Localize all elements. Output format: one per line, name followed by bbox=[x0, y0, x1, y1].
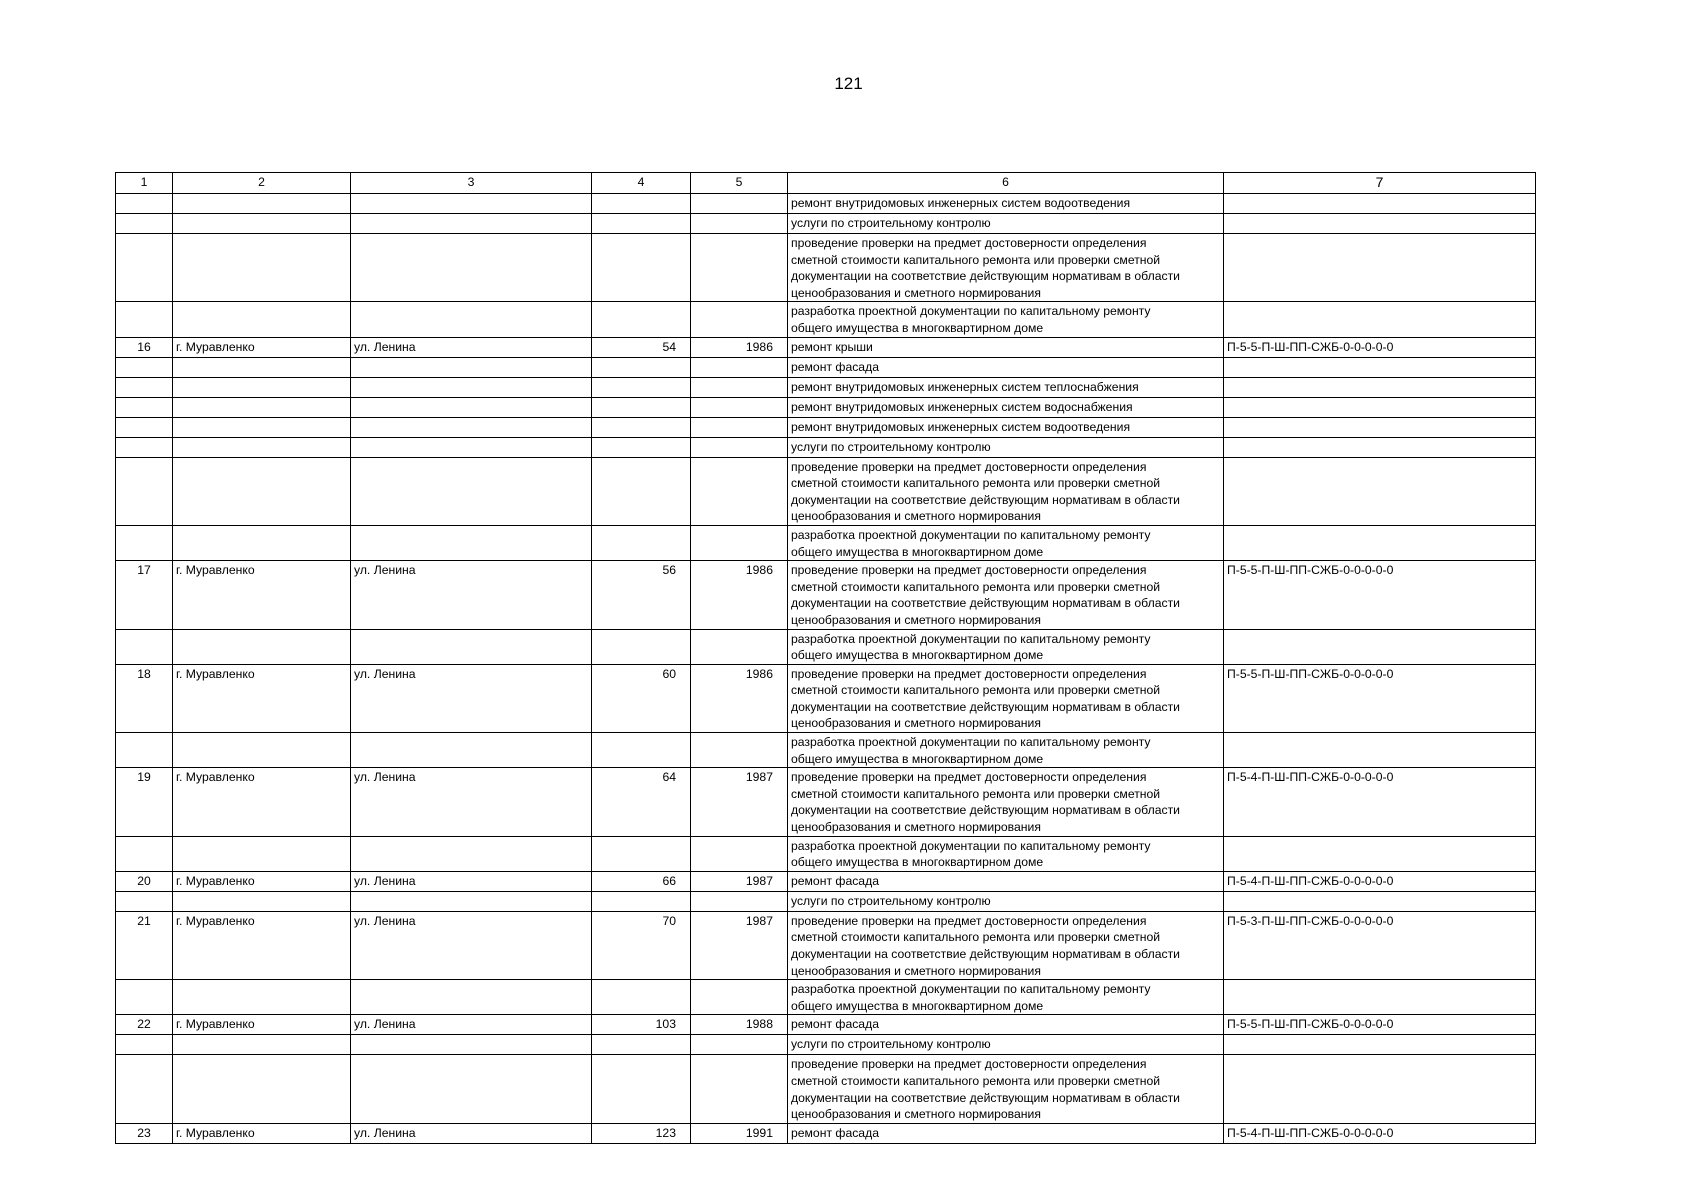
work-line: сметной стоимости капитального ремонта или проверки сметной bbox=[791, 1073, 1161, 1088]
table-row bbox=[116, 836, 1536, 871]
house-number-cell bbox=[592, 629, 691, 664]
work-type-cell bbox=[788, 1015, 1224, 1035]
street-cell bbox=[351, 234, 592, 302]
row-number-cell: 17 bbox=[116, 561, 173, 629]
table-row bbox=[116, 1123, 1536, 1143]
house-number-cell bbox=[592, 377, 691, 397]
row-number-cell bbox=[116, 234, 173, 302]
work-type-cell bbox=[788, 234, 1224, 302]
register-table-container bbox=[115, 172, 1536, 1144]
row-number-cell: 21 bbox=[116, 911, 173, 979]
work-line: проведение проверки на предмет достоверности определения bbox=[791, 1057, 1147, 1072]
work-line: общего имущества в многоквартирном доме bbox=[791, 320, 1044, 335]
house-number-cell bbox=[592, 1055, 691, 1123]
house-number-cell: 123 bbox=[592, 1123, 691, 1143]
city-cell: г. Муравленко bbox=[173, 1123, 351, 1143]
row-number-cell bbox=[116, 891, 173, 911]
work-type-cell bbox=[788, 302, 1224, 337]
street-cell: ул. Ленина bbox=[351, 911, 592, 979]
build-year-cell: 1991 bbox=[691, 1123, 788, 1143]
building-code-cell: П-5-5-П-Ш-ПП-СЖБ-0-0-0-0-0 bbox=[1224, 561, 1536, 629]
build-year-cell bbox=[691, 457, 788, 525]
work-type-cell bbox=[788, 980, 1224, 1015]
table-row bbox=[116, 457, 1536, 525]
table-row bbox=[116, 871, 1536, 891]
table-row bbox=[116, 911, 1536, 979]
house-number-cell bbox=[592, 891, 691, 911]
house-number-cell bbox=[592, 357, 691, 377]
build-year-cell bbox=[691, 891, 788, 911]
work-type-cell bbox=[788, 733, 1224, 768]
table-row bbox=[116, 891, 1536, 911]
street-cell: ул. Ленина bbox=[351, 561, 592, 629]
build-year-cell: 1986 bbox=[691, 337, 788, 357]
column-header-6: 6 bbox=[788, 173, 1224, 194]
build-year-cell bbox=[691, 836, 788, 871]
city-cell bbox=[173, 733, 351, 768]
work-line: ремонт внутридомовых инженерных систем водоотведения bbox=[791, 419, 1131, 434]
row-number-cell bbox=[116, 1035, 173, 1055]
work-line: услуги по строительному контролю bbox=[791, 216, 991, 230]
build-year-cell: 1986 bbox=[691, 664, 788, 732]
table-row bbox=[116, 234, 1536, 302]
house-number-cell: 70 bbox=[592, 911, 691, 979]
work-line: разработка проектной документации по капитальному ремонту bbox=[791, 838, 1151, 853]
work-line: общего имущества в многоквартирном доме bbox=[791, 751, 1044, 766]
work-type-cell bbox=[788, 1055, 1224, 1123]
work-line: ремонт внутридомовых инженерных систем теплоснабжения bbox=[791, 379, 1139, 394]
work-line: сметной стоимости капитального ремонта или проверки сметной bbox=[791, 476, 1161, 491]
build-year-cell bbox=[691, 377, 788, 397]
work-line: ремонт фасада bbox=[791, 359, 879, 374]
row-number-cell bbox=[116, 397, 173, 417]
street-cell bbox=[351, 437, 592, 457]
table-row bbox=[116, 357, 1536, 377]
street-cell: ул. Ленина bbox=[351, 871, 592, 891]
register-table bbox=[115, 172, 1536, 1144]
street-cell bbox=[351, 1035, 592, 1055]
work-line: ценообразования и сметного нормирования bbox=[791, 820, 1041, 835]
city-cell bbox=[173, 437, 351, 457]
build-year-cell bbox=[691, 437, 788, 457]
work-line: ремонт фасада bbox=[791, 873, 879, 888]
build-year-cell bbox=[691, 397, 788, 417]
city-cell: г. Муравленко bbox=[173, 664, 351, 732]
work-line: проведение проверки на предмет достоверности определения bbox=[791, 770, 1147, 785]
house-number-cell bbox=[592, 980, 691, 1015]
build-year-cell: 1987 bbox=[691, 768, 788, 836]
building-code-cell bbox=[1224, 377, 1536, 397]
build-year-cell bbox=[691, 302, 788, 337]
build-year-cell bbox=[691, 214, 788, 234]
table-row bbox=[116, 980, 1536, 1015]
city-cell: г. Муравленко bbox=[173, 561, 351, 629]
house-number-cell: 60 bbox=[592, 664, 691, 732]
street-cell bbox=[351, 214, 592, 234]
street-cell bbox=[351, 980, 592, 1015]
build-year-cell: 1986 bbox=[691, 561, 788, 629]
work-line: общего имущества в многоквартирном доме bbox=[791, 544, 1044, 559]
work-line: ремонт внутридомовых инженерных систем водоотведения bbox=[791, 196, 1131, 210]
work-line: сметной стоимости капитального ремонта или проверки сметной bbox=[791, 252, 1161, 267]
row-number-cell bbox=[116, 214, 173, 234]
building-code-cell: П-5-4-П-Ш-ПП-СЖБ-0-0-0-0-0 bbox=[1224, 768, 1536, 836]
street-cell: ул. Ленина bbox=[351, 768, 592, 836]
city-cell bbox=[173, 980, 351, 1015]
table-row bbox=[116, 397, 1536, 417]
building-code-cell: П-5-4-П-Ш-ПП-СЖБ-0-0-0-0-0 bbox=[1224, 871, 1536, 891]
street-cell bbox=[351, 417, 592, 437]
street-cell bbox=[351, 836, 592, 871]
house-number-cell bbox=[592, 1035, 691, 1055]
table-row bbox=[116, 194, 1536, 214]
build-year-cell: 1987 bbox=[691, 911, 788, 979]
work-line: ценообразования и сметного нормирования bbox=[791, 612, 1041, 627]
city-cell bbox=[173, 397, 351, 417]
work-type-cell bbox=[788, 664, 1224, 732]
work-line: ремонт фасада bbox=[791, 1125, 879, 1140]
building-code-cell: П-5-4-П-Ш-ПП-СЖБ-0-0-0-0-0 bbox=[1224, 1123, 1536, 1143]
city-cell bbox=[173, 457, 351, 525]
row-number-cell bbox=[116, 417, 173, 437]
city-cell: г. Муравленко bbox=[173, 911, 351, 979]
row-number-cell: 23 bbox=[116, 1123, 173, 1143]
city-cell bbox=[173, 302, 351, 337]
city-cell bbox=[173, 377, 351, 397]
house-number-cell bbox=[592, 733, 691, 768]
work-line: разработка проектной документации по капитальному ремонту bbox=[791, 631, 1151, 646]
work-type-cell bbox=[788, 768, 1224, 836]
house-number-cell bbox=[592, 437, 691, 457]
work-line: документации на соответствие действующим нормативам в области bbox=[791, 596, 1180, 611]
building-code-cell bbox=[1224, 1035, 1536, 1055]
house-number-cell: 56 bbox=[592, 561, 691, 629]
table-row bbox=[116, 629, 1536, 664]
row-number-cell bbox=[116, 980, 173, 1015]
building-code-cell bbox=[1224, 457, 1536, 525]
building-code-cell bbox=[1224, 397, 1536, 417]
build-year-cell: 1988 bbox=[691, 1015, 788, 1035]
building-code-cell bbox=[1224, 214, 1536, 234]
building-code-cell bbox=[1224, 357, 1536, 377]
building-code-cell: П-5-5-П-Ш-ПП-СЖБ-0-0-0-0-0 bbox=[1224, 1015, 1536, 1035]
header-row bbox=[116, 173, 1536, 194]
column-header-5: 5 bbox=[691, 173, 788, 194]
work-line: документации на соответствие действующим нормативам в области bbox=[791, 492, 1180, 507]
work-line: разработка проектной документации по капитальному ремонту bbox=[791, 527, 1151, 542]
work-type-cell bbox=[788, 457, 1224, 525]
build-year-cell: 1987 bbox=[691, 871, 788, 891]
work-line: проведение проверки на предмет достоверности определения bbox=[791, 459, 1147, 474]
table-row bbox=[116, 302, 1536, 337]
row-number-cell bbox=[116, 302, 173, 337]
work-type-cell bbox=[788, 1123, 1224, 1143]
city-cell: г. Муравленко bbox=[173, 1015, 351, 1035]
house-number-cell: 103 bbox=[592, 1015, 691, 1035]
work-type-cell bbox=[788, 357, 1224, 377]
work-line: общего имущества в многоквартирном доме bbox=[791, 648, 1044, 663]
house-number-cell bbox=[592, 836, 691, 871]
work-type-cell bbox=[788, 911, 1224, 979]
building-code-cell bbox=[1224, 194, 1536, 214]
work-type-cell bbox=[788, 629, 1224, 664]
column-header-2: 2 bbox=[173, 173, 351, 194]
city-cell bbox=[173, 1035, 351, 1055]
city-cell: г. Муравленко bbox=[173, 871, 351, 891]
building-code-cell bbox=[1224, 417, 1536, 437]
table-row bbox=[116, 664, 1536, 732]
work-type-cell bbox=[788, 214, 1224, 234]
street-cell bbox=[351, 457, 592, 525]
table-row bbox=[116, 561, 1536, 629]
city-cell bbox=[173, 357, 351, 377]
column-header-7: 7 bbox=[1224, 173, 1536, 194]
work-line: сметной стоимости капитального ремонта или проверки сметной bbox=[791, 930, 1161, 945]
street-cell bbox=[351, 525, 592, 560]
build-year-cell bbox=[691, 980, 788, 1015]
building-code-cell bbox=[1224, 733, 1536, 768]
house-number-cell bbox=[592, 457, 691, 525]
work-line: документации на соответствие действующим нормативам в области bbox=[791, 803, 1180, 818]
house-number-cell bbox=[592, 417, 691, 437]
row-number-cell: 16 bbox=[116, 337, 173, 357]
build-year-cell bbox=[691, 525, 788, 560]
build-year-cell bbox=[691, 1055, 788, 1123]
city-cell bbox=[173, 194, 351, 214]
city-cell bbox=[173, 629, 351, 664]
house-number-cell: 54 bbox=[592, 337, 691, 357]
street-cell bbox=[351, 194, 592, 214]
house-number-cell bbox=[592, 525, 691, 560]
work-line: общего имущества в многоквартирном доме bbox=[791, 998, 1044, 1013]
building-code-cell: П-5-3-П-Ш-ПП-СЖБ-0-0-0-0-0 bbox=[1224, 911, 1536, 979]
street-cell bbox=[351, 397, 592, 417]
column-header-4: 4 bbox=[592, 173, 691, 194]
work-line: сметной стоимости капитального ремонта или проверки сметной bbox=[791, 683, 1161, 698]
table-row bbox=[116, 337, 1536, 357]
build-year-cell bbox=[691, 629, 788, 664]
table-row bbox=[116, 214, 1536, 234]
column-header-1: 1 bbox=[116, 173, 173, 194]
work-type-cell bbox=[788, 417, 1224, 437]
work-type-cell bbox=[788, 377, 1224, 397]
row-number-cell bbox=[116, 457, 173, 525]
street-cell: ул. Ленина bbox=[351, 664, 592, 732]
street-cell: ул. Ленина bbox=[351, 337, 592, 357]
building-code-cell bbox=[1224, 437, 1536, 457]
work-line: проведение проверки на предмет достоверности определения bbox=[791, 563, 1147, 578]
work-line: сметной стоимости капитального ремонта или проверки сметной bbox=[791, 579, 1161, 594]
work-type-cell bbox=[788, 891, 1224, 911]
building-code-cell bbox=[1224, 234, 1536, 302]
city-cell: г. Муравленко bbox=[173, 337, 351, 357]
work-line: ценообразования и сметного нормирования bbox=[791, 509, 1041, 524]
work-line: ремонт крыши bbox=[791, 339, 873, 354]
street-cell bbox=[351, 733, 592, 768]
row-number-cell: 18 bbox=[116, 664, 173, 732]
work-line: разработка проектной документации по капитальному ремонту bbox=[791, 982, 1151, 997]
building-code-cell bbox=[1224, 302, 1536, 337]
city-cell: г. Муравленко bbox=[173, 768, 351, 836]
city-cell bbox=[173, 234, 351, 302]
column-header-3: 3 bbox=[351, 173, 592, 194]
street-cell bbox=[351, 1055, 592, 1123]
street-cell bbox=[351, 891, 592, 911]
work-line: услуги по строительному контролю bbox=[791, 893, 991, 908]
building-code-cell bbox=[1224, 980, 1536, 1015]
row-number-cell: 20 bbox=[116, 871, 173, 891]
work-line: разработка проектной документации по капитальному ремонту bbox=[791, 304, 1151, 319]
work-type-cell bbox=[788, 194, 1224, 214]
row-number-cell: 19 bbox=[116, 768, 173, 836]
row-number-cell bbox=[116, 357, 173, 377]
work-line: ценообразования и сметного нормирования bbox=[791, 285, 1041, 300]
build-year-cell bbox=[691, 417, 788, 437]
work-line: документации на соответствие действующим нормативам в области bbox=[791, 269, 1180, 284]
building-code-cell bbox=[1224, 525, 1536, 560]
work-type-cell bbox=[788, 437, 1224, 457]
work-line: проведение проверки на предмет достоверности определения bbox=[791, 913, 1147, 928]
work-line: проведение проверки на предмет достоверности определения bbox=[791, 666, 1147, 681]
work-line: услуги по строительному контролю bbox=[791, 439, 991, 454]
work-line: сметной стоимости капитального ремонта или проверки сметной bbox=[791, 786, 1161, 801]
house-number-cell bbox=[592, 194, 691, 214]
work-line: ремонт внутридомовых инженерных систем водоснабжения bbox=[791, 399, 1133, 414]
table-row bbox=[116, 437, 1536, 457]
building-code-cell: П-5-5-П-Ш-ПП-СЖБ-0-0-0-0-0 bbox=[1224, 664, 1536, 732]
building-code-cell bbox=[1224, 891, 1536, 911]
work-line: документации на соответствие действующим нормативам в области bbox=[791, 699, 1180, 714]
work-type-cell bbox=[788, 337, 1224, 357]
city-cell bbox=[173, 836, 351, 871]
work-line: документации на соответствие действующим нормативам в области bbox=[791, 947, 1180, 961]
work-line: ценообразования и сметного нормирования bbox=[791, 1107, 1041, 1122]
city-cell bbox=[173, 1055, 351, 1123]
city-cell bbox=[173, 417, 351, 437]
house-number-cell bbox=[592, 214, 691, 234]
building-code-cell bbox=[1224, 1055, 1536, 1123]
build-year-cell bbox=[691, 234, 788, 302]
house-number-cell: 64 bbox=[592, 768, 691, 836]
row-number-cell: 22 bbox=[116, 1015, 173, 1035]
work-type-cell bbox=[788, 397, 1224, 417]
building-code-cell bbox=[1224, 836, 1536, 871]
city-cell bbox=[173, 214, 351, 234]
table-row bbox=[116, 1035, 1536, 1055]
row-number-cell bbox=[116, 629, 173, 664]
page-number: 121 bbox=[834, 74, 863, 93]
row-number-cell bbox=[116, 1055, 173, 1123]
work-line: разработка проектной документации по капитальному ремонту bbox=[791, 735, 1151, 750]
row-number-cell bbox=[116, 733, 173, 768]
table-row bbox=[116, 1015, 1536, 1035]
street-cell: ул. Ленина bbox=[351, 1015, 592, 1035]
table-row bbox=[116, 417, 1536, 437]
house-number-cell bbox=[592, 397, 691, 417]
work-line: документации на соответствие действующим нормативам в области bbox=[791, 1090, 1180, 1105]
work-line: ценообразования и сметного нормирования bbox=[791, 716, 1041, 731]
street-cell bbox=[351, 302, 592, 337]
building-code-cell bbox=[1224, 629, 1536, 664]
row-number-cell bbox=[116, 377, 173, 397]
city-cell bbox=[173, 525, 351, 560]
street-cell bbox=[351, 357, 592, 377]
row-number-cell bbox=[116, 525, 173, 560]
street-cell bbox=[351, 629, 592, 664]
table-row bbox=[116, 1055, 1536, 1123]
build-year-cell bbox=[691, 357, 788, 377]
build-year-cell bbox=[691, 733, 788, 768]
city-cell bbox=[173, 891, 351, 911]
build-year-cell bbox=[691, 194, 788, 214]
table-row bbox=[116, 525, 1536, 560]
work-line: услуги по строительному контролю bbox=[791, 1037, 991, 1052]
row-number-cell bbox=[116, 437, 173, 457]
work-type-cell bbox=[788, 1035, 1224, 1055]
work-type-cell bbox=[788, 871, 1224, 891]
work-line: общего имущества в многоквартирном доме bbox=[791, 855, 1044, 870]
work-line: проведение проверки на предмет достоверности определения bbox=[791, 236, 1147, 250]
street-cell bbox=[351, 377, 592, 397]
building-code-cell: П-5-5-П-Ш-ПП-СЖБ-0-0-0-0-0 bbox=[1224, 337, 1536, 357]
house-number-cell bbox=[592, 234, 691, 302]
work-type-cell bbox=[788, 561, 1224, 629]
row-number-cell bbox=[116, 836, 173, 871]
row-number-cell bbox=[116, 194, 173, 214]
work-type-cell bbox=[788, 525, 1224, 560]
work-line: ценообразования и сметного нормирования bbox=[791, 963, 1041, 978]
table-row bbox=[116, 377, 1536, 397]
street-cell: ул. Ленина bbox=[351, 1123, 592, 1143]
house-number-cell: 66 bbox=[592, 871, 691, 891]
build-year-cell bbox=[691, 1035, 788, 1055]
table-row bbox=[116, 768, 1536, 836]
work-type-cell bbox=[788, 836, 1224, 871]
table-body bbox=[116, 194, 1536, 1144]
house-number-cell bbox=[592, 302, 691, 337]
work-line: ремонт фасада bbox=[791, 1017, 879, 1032]
table-row bbox=[116, 733, 1536, 768]
